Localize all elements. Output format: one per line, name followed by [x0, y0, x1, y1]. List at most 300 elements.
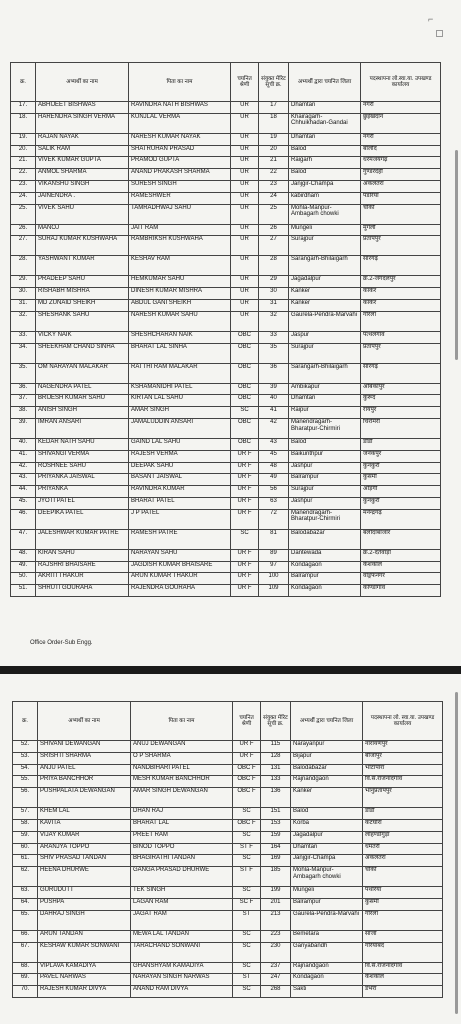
cell-merit-rank: 39	[259, 383, 289, 395]
cell-sr: 69.	[13, 974, 38, 986]
cell-father: ANAND PRAKASH SHARMA	[129, 169, 231, 181]
table-row	[11, 497, 441, 509]
cell-sr: 58.	[13, 819, 38, 831]
col-sr: क्र.	[13, 702, 38, 741]
cell-district: Raigarh	[289, 157, 361, 169]
cell-father: JAGDISH KUMAR BHAISARE	[129, 561, 231, 573]
table-row	[11, 180, 441, 192]
table-row	[11, 395, 441, 407]
cell-category: UR	[231, 133, 259, 145]
cell-merit-rank: 29	[259, 276, 289, 288]
cell-merit-rank: 17	[259, 102, 289, 114]
cell-office: नगरी	[361, 133, 441, 145]
cell-sr: 39.	[11, 418, 36, 438]
cell-category: UR F	[231, 450, 259, 462]
cell-name: ARANJYA TOPPO	[38, 843, 131, 855]
cell-office: रायपुर	[361, 407, 441, 419]
cell-sr: 25.	[11, 204, 36, 224]
col-category: चयनित श्रेणी	[233, 702, 261, 741]
cell-father: DHAN RAJ	[131, 808, 233, 820]
cell-father: O P SHARMA	[131, 752, 233, 764]
cell-father: GAIND LAL SAHU	[129, 438, 231, 450]
cell-office: गौरेला	[361, 311, 441, 331]
cell-name: PRIYANKA	[36, 486, 129, 498]
cell-category: UR	[231, 236, 259, 256]
cell-father: SHATRUHAN PRASAD	[129, 145, 231, 157]
cell-father: JAIT RAM	[129, 224, 231, 236]
table-row	[11, 383, 441, 395]
cell-name: RAJAN NAYAK	[36, 133, 129, 145]
cell-sr: 36.	[11, 383, 36, 395]
cell-father: NARAYAN SAHU	[129, 549, 231, 561]
cell-district: Mungeli	[291, 887, 363, 899]
cell-sr: 46.	[11, 509, 36, 529]
cell-sr: 55.	[13, 776, 38, 788]
cell-sr: 47.	[11, 529, 36, 549]
cell-father: BHARAT LAL	[131, 819, 233, 831]
cell-district: Baikunthpur	[289, 450, 361, 462]
cell-category: UR F	[233, 741, 261, 753]
cell-category: SC	[233, 855, 261, 867]
table-row	[13, 910, 443, 930]
cell-district: Bemetara	[291, 930, 363, 942]
cell-father: RAMESH PATRE	[129, 529, 231, 549]
cell-merit-rank: 247	[261, 974, 291, 986]
cell-category: SC	[231, 407, 259, 419]
table-header	[13, 702, 443, 741]
cell-office: अंबिकापुर	[361, 383, 441, 395]
cell-name: VICKY NAIK	[36, 331, 129, 343]
cell-district: Manendragarh-Bharatpur-Chirmiri	[289, 418, 361, 438]
cell-district: Raipur	[289, 407, 361, 419]
cell-sr: 59.	[13, 831, 38, 843]
cell-father: ANAND RAM DIVYA	[131, 986, 233, 998]
cell-office: डौंडी	[361, 438, 441, 450]
cell-category: OBC	[231, 331, 259, 343]
cell-sr: 19.	[11, 133, 36, 145]
cell-name: RISHABH MISHRA	[36, 288, 129, 300]
cell-father: J P PATEL	[129, 509, 231, 529]
col-name: अभ्यर्थी का नाम	[38, 702, 131, 741]
cell-sr: 30.	[11, 288, 36, 300]
cell-merit-rank: 43	[259, 438, 289, 450]
cell-merit-rank: 19	[259, 133, 289, 145]
cell-office: कुनकुरी	[361, 497, 441, 509]
table-row	[13, 974, 443, 986]
cell-category: OBC F	[233, 788, 261, 808]
cell-category: OBC	[231, 395, 259, 407]
table-row	[11, 236, 441, 256]
table-row	[11, 204, 441, 224]
cell-sr: 37.	[11, 395, 36, 407]
cell-office: जनकपुर	[361, 450, 441, 462]
table-row	[11, 462, 441, 474]
cell-district: Surajpur	[289, 486, 361, 498]
table-row	[11, 145, 441, 157]
cell-category: UR	[231, 192, 259, 204]
cell-name: ARUN TANDAN	[38, 930, 131, 942]
cell-merit-rank: 164	[261, 843, 291, 855]
cell-sr: 51.	[11, 585, 36, 597]
cell-office: गुण्डरदेही	[361, 169, 441, 181]
cell-father: RAVINDRA KUMAR	[129, 486, 231, 498]
cell-sr: 65.	[13, 910, 38, 930]
candidates-table-1	[10, 62, 441, 597]
cell-district: Narayanpur	[291, 741, 363, 753]
cell-name: PRIYA BANCHHOR	[38, 776, 131, 788]
cell-merit-rank: 153	[261, 819, 291, 831]
table-row	[11, 343, 441, 363]
cell-sr: 23.	[11, 180, 36, 192]
cell-category: SC	[233, 942, 261, 962]
cell-sr: 26.	[11, 224, 36, 236]
cell-sr: 35.	[11, 363, 36, 383]
cell-district: Manendragarh-Bharatpur-Chirmiri	[289, 509, 361, 529]
scrollbar[interactable]	[455, 150, 458, 360]
cell-office: कोण्डागांव	[361, 585, 441, 597]
table-row	[13, 776, 443, 788]
cell-father: DEEPAK SAHU	[129, 462, 231, 474]
cell-father: DINESH KUMAR MISHRA	[129, 288, 231, 300]
cell-category: SC	[231, 529, 259, 549]
cell-district: Balod	[289, 438, 361, 450]
cell-office: मनेन्द्रगढ़	[361, 509, 441, 529]
cell-father: NARAYAN SINGH NARWAS	[131, 974, 233, 986]
cell-name: BRIJESH KUMAR SAHU	[36, 395, 129, 407]
cell-office: क्र.2-दंतेवाड़ा	[361, 549, 441, 561]
table-row	[11, 113, 441, 133]
cell-sr: 44.	[11, 486, 36, 498]
cell-district: Dhamtari	[291, 843, 363, 855]
cell-name: MANOJ	[36, 224, 129, 236]
cell-district: Gariyabandh	[291, 942, 363, 962]
cell-name: SURAJ KUMAR KUSHWAHA	[36, 236, 129, 256]
table-row	[11, 331, 441, 343]
cell-merit-rank: 48	[259, 462, 289, 474]
cell-name: KAVITA	[38, 819, 131, 831]
cell-district: Janjgir-Champa	[289, 180, 361, 192]
cell-father: BASANT JAISWAL	[129, 474, 231, 486]
cell-office: वि.सं.राजनांदगांव	[363, 962, 443, 974]
cell-father: NARESH KUMAR NAYAK	[129, 133, 231, 145]
cell-sr: 20.	[11, 145, 36, 157]
cell-merit-rank: 199	[261, 887, 291, 899]
cell-merit-rank: 128	[261, 752, 291, 764]
cell-father: AMAR SINGH DEWANGAN	[131, 788, 233, 808]
document-page-2	[0, 674, 461, 1024]
cell-sr: 66.	[13, 930, 38, 942]
cell-name: ANISH SINGH	[36, 407, 129, 419]
cell-father: ARUN KUMAR THAKUR	[129, 573, 231, 585]
cell-office: छुईखदान	[361, 113, 441, 133]
cell-district: Rajnandgaon	[291, 776, 363, 788]
cell-sr: 68.	[13, 962, 38, 974]
scrollbar[interactable]	[455, 692, 458, 1014]
cell-father: ABDUL GANI SHEIKH	[129, 299, 231, 311]
cell-office: बीजापुर	[363, 752, 443, 764]
cell-office: डभरा	[363, 986, 443, 998]
cell-office: वि.सं.राजनांदगांव	[363, 776, 443, 788]
cell-merit-rank: 24	[259, 192, 289, 204]
table-row	[13, 741, 443, 753]
cell-category: UR	[231, 204, 259, 224]
cell-merit-rank: 40	[259, 395, 289, 407]
cell-district: Jagadalpur	[291, 831, 363, 843]
cell-name: ANJU PATEL	[38, 764, 131, 776]
cell-office: चिरमिरी	[361, 418, 441, 438]
cell-sr: 52.	[13, 741, 38, 753]
cell-merit-rank: 223	[261, 930, 291, 942]
cell-office: बालोद	[361, 145, 441, 157]
cell-name: VIVEK KUMAR GUPTA	[36, 157, 129, 169]
cell-office: सारंगढ़	[361, 256, 441, 276]
cell-merit-rank: 185	[261, 867, 291, 887]
cell-sr: 40.	[11, 438, 36, 450]
cell-sr: 70.	[13, 986, 38, 998]
cell-district: Kanker	[289, 288, 361, 300]
cell-name: NAGENDRA PATEL	[36, 383, 129, 395]
cell-district: Jaspur	[289, 331, 361, 343]
cell-name: PRADEEP SAHU	[36, 276, 129, 288]
table-row	[11, 169, 441, 181]
cell-merit-rank: 151	[261, 808, 291, 820]
table-row	[11, 288, 441, 300]
cell-sr: 28.	[11, 256, 36, 276]
cell-office: कुसमी	[363, 898, 443, 910]
cell-category: UR	[231, 169, 259, 181]
cell-office: नगरी	[361, 102, 441, 114]
col-office: पदस्थापना लो.स्वा.या. उपखण्ड कार्यालय	[361, 63, 441, 102]
cell-father: NANDBIHARI PATEL	[131, 764, 233, 776]
cell-name: HARENDRA SINGH VERMA	[36, 113, 129, 133]
cell-office: वाड्रफनगर	[361, 573, 441, 585]
cell-father: TEK SINGH	[131, 887, 233, 899]
cell-office: सारंगढ़	[361, 363, 441, 383]
cell-merit-rank: 56	[259, 486, 289, 498]
cell-merit-rank: 237	[261, 962, 291, 974]
cell-merit-rank: 131	[261, 764, 291, 776]
cell-office: भाटापारा	[363, 764, 443, 776]
cell-category: UR F	[231, 573, 259, 585]
cell-father: GANGA PRASAD DHURWE	[131, 867, 233, 887]
cell-sr: 45.	[11, 497, 36, 509]
cell-category: SC	[233, 887, 261, 899]
cell-name: SHEEKHAM CHAND SINHA	[36, 343, 129, 363]
cell-name: PAVEL NARWAS	[38, 974, 131, 986]
cell-merit-rank: 89	[259, 549, 289, 561]
cell-name: IMRAN ANSARI	[36, 418, 129, 438]
cell-merit-rank: 31	[259, 299, 289, 311]
cell-sr: 56.	[13, 788, 38, 808]
col-category: चयनित श्रेणी	[231, 63, 259, 102]
cell-father: RAMBRIKSH KUSHWAHA	[129, 236, 231, 256]
cell-district: Kanker	[291, 788, 363, 808]
col-merit-rank: संयुक्त मेरिट सूची क्र.	[259, 63, 289, 102]
cell-category: OBC	[231, 383, 259, 395]
table-row	[13, 819, 443, 831]
cell-sr: 61.	[13, 855, 38, 867]
cell-district: Gaurela-Pendra-Marvahi	[291, 910, 363, 930]
cell-district: Balod	[291, 808, 363, 820]
col-sr: क्र.	[11, 63, 36, 102]
table-row	[11, 102, 441, 114]
cell-father: BHAGIRATHI TANDAN	[131, 855, 233, 867]
cell-district: Balodabazar	[291, 764, 363, 776]
cell-sr: 63.	[13, 887, 38, 899]
cell-category: OBC F	[233, 764, 261, 776]
cell-office: प्रतापपुर	[361, 236, 441, 256]
candidates-table-2	[12, 701, 443, 998]
footer-note: Office Order-Sub Engg.	[30, 640, 93, 646]
cell-category: UR	[231, 311, 259, 331]
table-row	[13, 930, 443, 942]
cell-merit-rank: 268	[261, 986, 291, 998]
table-row	[11, 363, 441, 383]
cell-office: केशकाल	[363, 974, 443, 986]
cell-merit-rank: 25	[259, 204, 289, 224]
cell-father: SURESH SINGH	[129, 180, 231, 192]
cell-office: डौंडी	[363, 808, 443, 820]
cell-name: SHRUTI GOURAHA	[36, 585, 129, 597]
table-row	[11, 157, 441, 169]
cell-name: JYOTI PATEL	[36, 497, 129, 509]
cell-father: ANUJ DEWANGAN	[131, 741, 233, 753]
cell-name: AKRITI THAKUR	[36, 573, 129, 585]
table-row	[13, 831, 443, 843]
cell-district: Balrampur	[289, 474, 361, 486]
cell-office: कांकेर	[361, 299, 441, 311]
table-row	[13, 867, 443, 887]
cell-category: UR F	[231, 486, 259, 498]
cell-merit-rank: 23	[259, 180, 289, 192]
cell-sr: 33.	[11, 331, 36, 343]
cell-father: RATTHI RAM MALAKAR	[129, 363, 231, 383]
cell-sr: 43.	[11, 474, 36, 486]
cell-category: OBC F	[233, 819, 261, 831]
cell-category: UR F	[231, 585, 259, 597]
table-row	[13, 962, 443, 974]
table-row	[13, 942, 443, 962]
cell-father: NARESH KUMAR SAHU	[129, 311, 231, 331]
cell-name: RAJESH KUMAR DIVYA	[38, 986, 131, 998]
cell-father: RAJENDRA GOURAHA	[129, 585, 231, 597]
cell-merit-rank: 230	[261, 942, 291, 962]
cell-father: KESHAV RAM	[129, 256, 231, 276]
cell-name: SALIK RAM	[36, 145, 129, 157]
cell-category: SC	[233, 831, 261, 843]
cell-category: UR F	[233, 752, 261, 764]
cell-name: SHIVANI DEWANGAN	[38, 741, 131, 753]
cell-name: VIJAY KUMAR	[38, 831, 131, 843]
cell-district: Dhamtari	[289, 395, 361, 407]
cell-district: Jashpur	[289, 497, 361, 509]
cell-category: SC	[233, 986, 261, 998]
cell-category: UR	[231, 256, 259, 276]
cell-name: HEENA DHURWE	[38, 867, 131, 887]
cell-office: कुनकुरी	[361, 462, 441, 474]
cell-office: गरियाबंद	[363, 942, 443, 962]
cell-office: केशकाल	[361, 561, 441, 573]
cell-district: Sarangarh-Bhilaigarh	[289, 256, 361, 276]
cell-name: VIKANSHU SINGH	[36, 180, 129, 192]
cell-name: RAJSHRI BHAISARE	[36, 561, 129, 573]
cell-category: UR	[231, 113, 259, 133]
cell-name: YASHWANT KUMAR	[36, 256, 129, 276]
cell-merit-rank: 97	[259, 561, 289, 573]
cell-sr: 27.	[11, 236, 36, 256]
cell-merit-rank: 32	[259, 311, 289, 331]
cell-district: Kanker	[289, 299, 361, 311]
cell-merit-rank: 109	[259, 585, 289, 597]
col-father: पिता का नाम	[129, 63, 231, 102]
cell-district: Dhamtari	[289, 133, 361, 145]
cell-district: Bijapur	[291, 752, 363, 764]
cell-sr: 41.	[11, 450, 36, 462]
cell-district: Mohla-Manpur-Ambagarh chowki	[289, 204, 361, 224]
cell-merit-rank: 20	[259, 145, 289, 157]
cell-sr: 21.	[11, 157, 36, 169]
table-row	[11, 509, 441, 529]
cell-name: SHIVANGI VERMA	[36, 450, 129, 462]
cell-district: Rajnandgaon	[291, 962, 363, 974]
cell-name: VIVEK SAHU	[36, 204, 129, 224]
cell-office: चौकी	[361, 204, 441, 224]
cell-district: Surajpur	[289, 343, 361, 363]
cell-category: UR	[231, 276, 259, 288]
cell-category: UR F	[231, 509, 259, 529]
cell-category: UR F	[231, 497, 259, 509]
cell-category: UR	[231, 299, 259, 311]
table-row	[11, 133, 441, 145]
cell-office: पथरिया	[363, 887, 443, 899]
cell-office: चौकी	[363, 867, 443, 887]
cell-father: KSHAMANIDHI PATEL	[129, 383, 231, 395]
cell-name: JAINENDRA .	[36, 192, 129, 204]
cell-name: PUSHPA	[38, 898, 131, 910]
cell-name: PUSHPALATA DEWANGAN	[38, 788, 131, 808]
cell-sr: 31.	[11, 299, 36, 311]
cell-office: गौरेला	[363, 910, 443, 930]
cell-father: MESH KUMAR BANCHHOR	[131, 776, 233, 788]
cell-category: ST	[233, 910, 261, 930]
table-row	[13, 752, 443, 764]
cell-office: अकलतरा	[361, 180, 441, 192]
cell-sr: 54.	[13, 764, 38, 776]
cell-sr: 48.	[11, 549, 36, 561]
cell-category: UR	[231, 224, 259, 236]
cell-merit-rank: 18	[259, 113, 289, 133]
corner-mark	[436, 30, 443, 37]
col-father: पिता का नाम	[131, 702, 233, 741]
table-row	[11, 418, 441, 438]
cell-sr: 67.	[13, 942, 38, 962]
table-row	[11, 407, 441, 419]
cell-district: Janjgir-Champa	[291, 855, 363, 867]
table-row	[11, 299, 441, 311]
cell-district: Mohla-Manpur-Ambagarh chowki	[291, 867, 363, 887]
cell-father: RAMESHWER	[129, 192, 231, 204]
cell-district: Kondagaon	[289, 585, 361, 597]
cell-sr: 38.	[11, 407, 36, 419]
col-district: अभ्यर्थी द्वारा चयनित जिला	[291, 702, 363, 741]
cell-district: Jagadalpur	[289, 276, 361, 288]
cell-office: धरमजयगढ़	[361, 157, 441, 169]
cell-merit-rank: 27	[259, 236, 289, 256]
cell-district: Mungeli	[289, 224, 361, 236]
cell-name: KESHAW KUMAR SONWANI	[38, 942, 131, 962]
cell-name: MD ZUNAID SHEIKH	[36, 299, 129, 311]
cell-father: JAGAT RAM	[131, 910, 233, 930]
